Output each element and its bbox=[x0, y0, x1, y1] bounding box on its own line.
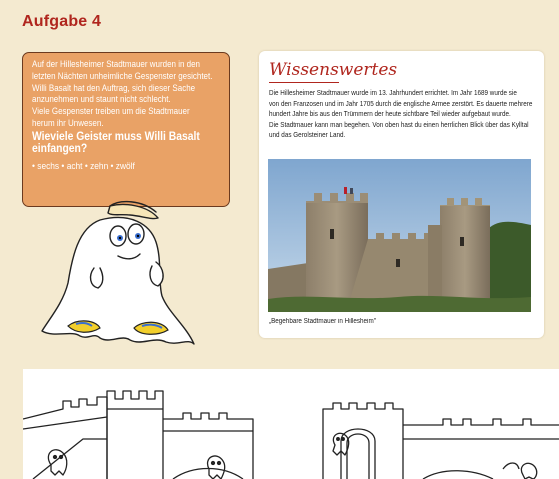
task-question: Wieviele Geister muss Willi Basalt einfangen? bbox=[32, 130, 200, 156]
info-line: Die Hillesheimer Stadtmauer wurde im 13. Jahrhundert errichtet. Im Jahr 1689 wurde sie bbox=[269, 88, 517, 97]
task-text bbox=[32, 59, 225, 130]
task-box bbox=[22, 52, 230, 207]
heading-underline bbox=[269, 82, 339, 83]
answer-options: • sechs • acht • zehn • zwölf bbox=[32, 160, 135, 171]
info-line: hundert Jahre bis aus den Trümmern der heute sichtbare Teil wieder aufgebaut wurde. bbox=[269, 109, 511, 119]
task-line: Viele Gespenster treiben um die Stadtmauer bbox=[32, 106, 190, 117]
info-line: Die Stadtmauer kann man begehen. Von oben hast du einen herrlichen Blick über das Kylltal bbox=[269, 119, 529, 129]
info-text bbox=[269, 88, 533, 141]
photo-caption: „Begehbare Stadtmauer in Hillesheim" bbox=[269, 318, 376, 325]
page-title: Aufgabe 4 bbox=[22, 13, 102, 30]
task-line: Willi Basalt hat den Auftrag, sich dieser Sache bbox=[32, 82, 196, 93]
info-line: und das Gerolsteiner Land. bbox=[269, 130, 346, 140]
task-line: Auf der Hillesheimer Stadtmauer wurden in den bbox=[32, 59, 200, 69]
info-line: von den Franzosen und im Jahr 1705 durch die englische Armee zerstört. Es dauerte mehrere bbox=[269, 98, 533, 108]
task-line: herum ihr Unwesen. bbox=[32, 117, 104, 128]
info-heading: Wissenswertes bbox=[269, 60, 398, 80]
coloring-illustration bbox=[23, 369, 559, 479]
town-wall-photo bbox=[268, 159, 531, 312]
task-line: anzunehmen und staunt nicht schlecht. bbox=[32, 94, 171, 105]
ghost-mascot-illustration bbox=[38, 198, 198, 350]
task-line: letzten Nächten unheimliche Gespenster gesichtet. bbox=[32, 70, 213, 81]
